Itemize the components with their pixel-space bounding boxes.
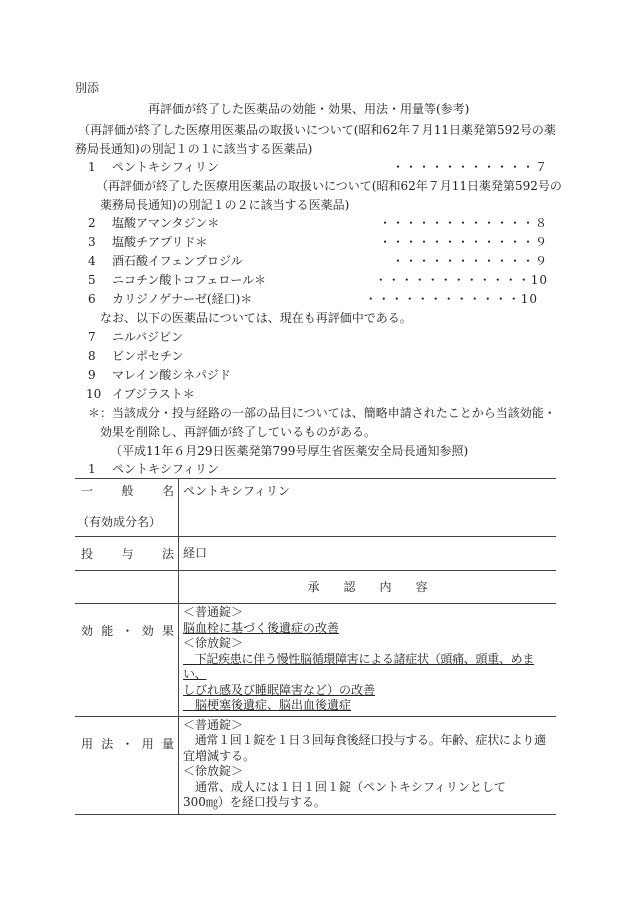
dosage-label	[75, 716, 179, 814]
item-number: 9	[88, 368, 96, 382]
generic-name-label	[75, 479, 179, 537]
dosage-line: ＜徐放錠＞	[183, 764, 244, 778]
dosage-line: 宜増減する。	[183, 748, 256, 763]
item-name: イブジラスト＊	[112, 387, 195, 401]
label-char: 能	[101, 624, 114, 638]
drug-heading	[88, 461, 548, 477]
toc-name: 酒石酸イフェンプロジル	[112, 254, 243, 268]
label-char: 法	[101, 736, 114, 751]
item-name: ビンポセチン	[112, 349, 184, 363]
generic-name-row	[75, 479, 556, 537]
label-char: 般	[121, 484, 134, 498]
dosage-row	[75, 716, 556, 814]
dosage-line: 通常１回１錠を１日３回毎食後経口投与する。年齢、症状により適	[183, 733, 546, 747]
toc-name: 塩酸チアプリド＊	[112, 235, 208, 249]
drug-number: 1	[88, 462, 96, 476]
label-char: 用	[81, 736, 94, 751]
toc-number: 2	[88, 216, 96, 230]
dosage-line: ＜普通錠＞	[183, 717, 244, 732]
toc-page: ・・・・・・・・・・・・10	[374, 273, 548, 287]
section1-note-line: （再評価が終了した医療用医薬品の取扱いについて(昭和62年７月11日薬発第592号の薬	[78, 123, 556, 137]
toc-name: ペントキシフィリン	[112, 160, 219, 174]
section2-note-line: 薬務局長通知)の別記１の２に該当する医薬品)	[100, 198, 350, 212]
efficacy-line: ＜普通錠＞	[183, 605, 244, 619]
toc-number: 3	[88, 235, 96, 249]
toc-name: カリジノゲナーゼ(経口)＊	[112, 292, 253, 306]
label-char: ・	[121, 736, 134, 751]
toc-item	[88, 253, 548, 269]
label-char: 効	[141, 624, 154, 638]
efficacy-line: 脳血栓に基づく後遺症の改善	[183, 620, 340, 635]
item-number: 7	[88, 330, 96, 344]
toc-name: 塩酸アマンタジン＊	[112, 216, 220, 230]
label-char: 法	[161, 547, 174, 561]
route-value: 経口	[179, 537, 557, 571]
approval-header-row	[75, 571, 556, 604]
empty-cell	[75, 571, 179, 604]
label-char: 用	[141, 736, 154, 751]
toc-page: ・・・・・・・・・・・７	[391, 160, 548, 174]
toc-item	[88, 215, 548, 231]
item-number: 8	[88, 349, 96, 363]
footnote-line: 効果を削除し、再評価が終了しているものがある。	[100, 425, 377, 439]
footnote-line: （平成11年６月29日医薬発第799号厚生省医薬安全局長通知参照)	[110, 444, 469, 458]
efficacy-line: ＜徐放錠＞	[183, 636, 244, 650]
item-number: 10	[86, 387, 102, 401]
toc-page: ・・・・・・・・・・・・９	[378, 235, 548, 249]
efficacy-content	[179, 604, 557, 717]
toc-item	[88, 272, 548, 288]
toc-item	[88, 159, 548, 175]
footnote-line: ＊：当該成分・投与経路の一部の品目については、簡略申請されたことから当該効能・	[88, 406, 556, 420]
toc-name: ニコチン酸トコフェロール＊	[112, 273, 267, 287]
drug-name: ペントキシフィリン	[112, 462, 219, 476]
dosage-line: 通常、成人には１日１回１錠（ペントキシフィリンとして	[183, 779, 506, 794]
review-item	[88, 367, 548, 383]
dosage-line: 300㎎）を経口投与する。	[183, 795, 326, 809]
toc-item	[88, 291, 538, 307]
label-char: 量	[161, 736, 174, 751]
toc-item	[88, 234, 548, 250]
review-item	[88, 348, 548, 364]
item-name: ニルバジピン	[112, 330, 184, 344]
label-char: 名	[161, 484, 174, 498]
dosage-content	[179, 716, 557, 814]
efficacy-line: 脳梗塞後遺症、脳出血後遺症	[183, 698, 352, 712]
toc-number: 5	[88, 273, 96, 287]
efficacy-line: 下記疾患に伴う慢性脳循環障害による諸症状（頭痛、頭重、めまい、	[183, 651, 535, 681]
annex-label: 別添	[75, 81, 100, 95]
efficacy-row	[75, 604, 556, 717]
toc-page: ・・・・・・・・・・・・８	[378, 216, 548, 230]
label-char: 効	[81, 624, 94, 638]
toc-number: 6	[88, 292, 96, 306]
toc-page: ・・・・・・・・・・・・10	[364, 292, 538, 306]
route-label	[75, 537, 179, 571]
toc-number: 1	[88, 160, 96, 174]
toc-page: ・・・・・・・・・・・９	[391, 254, 548, 268]
label-char: 一	[81, 484, 94, 498]
section2-note-line: （再評価が終了した医療用医薬品の取扱いについて(昭和62年７月11日薬発第592号の	[96, 179, 562, 193]
route-row	[75, 537, 556, 571]
under-review-note: なお、以下の医薬品については、現在も再評価中である。	[100, 311, 412, 325]
efficacy-label	[75, 604, 179, 717]
review-item	[88, 329, 548, 345]
label-char: 投	[81, 547, 94, 561]
label-char: 与	[121, 547, 134, 561]
label-char: ・	[121, 624, 134, 638]
generic-name-value: ペントキシフィリン	[179, 479, 557, 537]
toc-number: 4	[88, 254, 96, 268]
review-item	[86, 386, 546, 402]
item-name: マレイン酸シネパジド	[112, 368, 231, 382]
document-title: 再評価が終了した医薬品の効能・効果、用法・用量等(参考)	[148, 102, 470, 116]
active-ingredient-label: （有効成分名）	[77, 515, 162, 529]
label-char: 果	[161, 624, 174, 638]
section1-note-line: 務局長通知)の別記１の１に該当する医薬品)	[75, 142, 313, 156]
drug-info-table	[75, 478, 556, 815]
efficacy-line: しびれ感及び睡眠障害など）の改善	[183, 682, 376, 697]
approval-header: 承 認 内 容	[179, 571, 557, 604]
